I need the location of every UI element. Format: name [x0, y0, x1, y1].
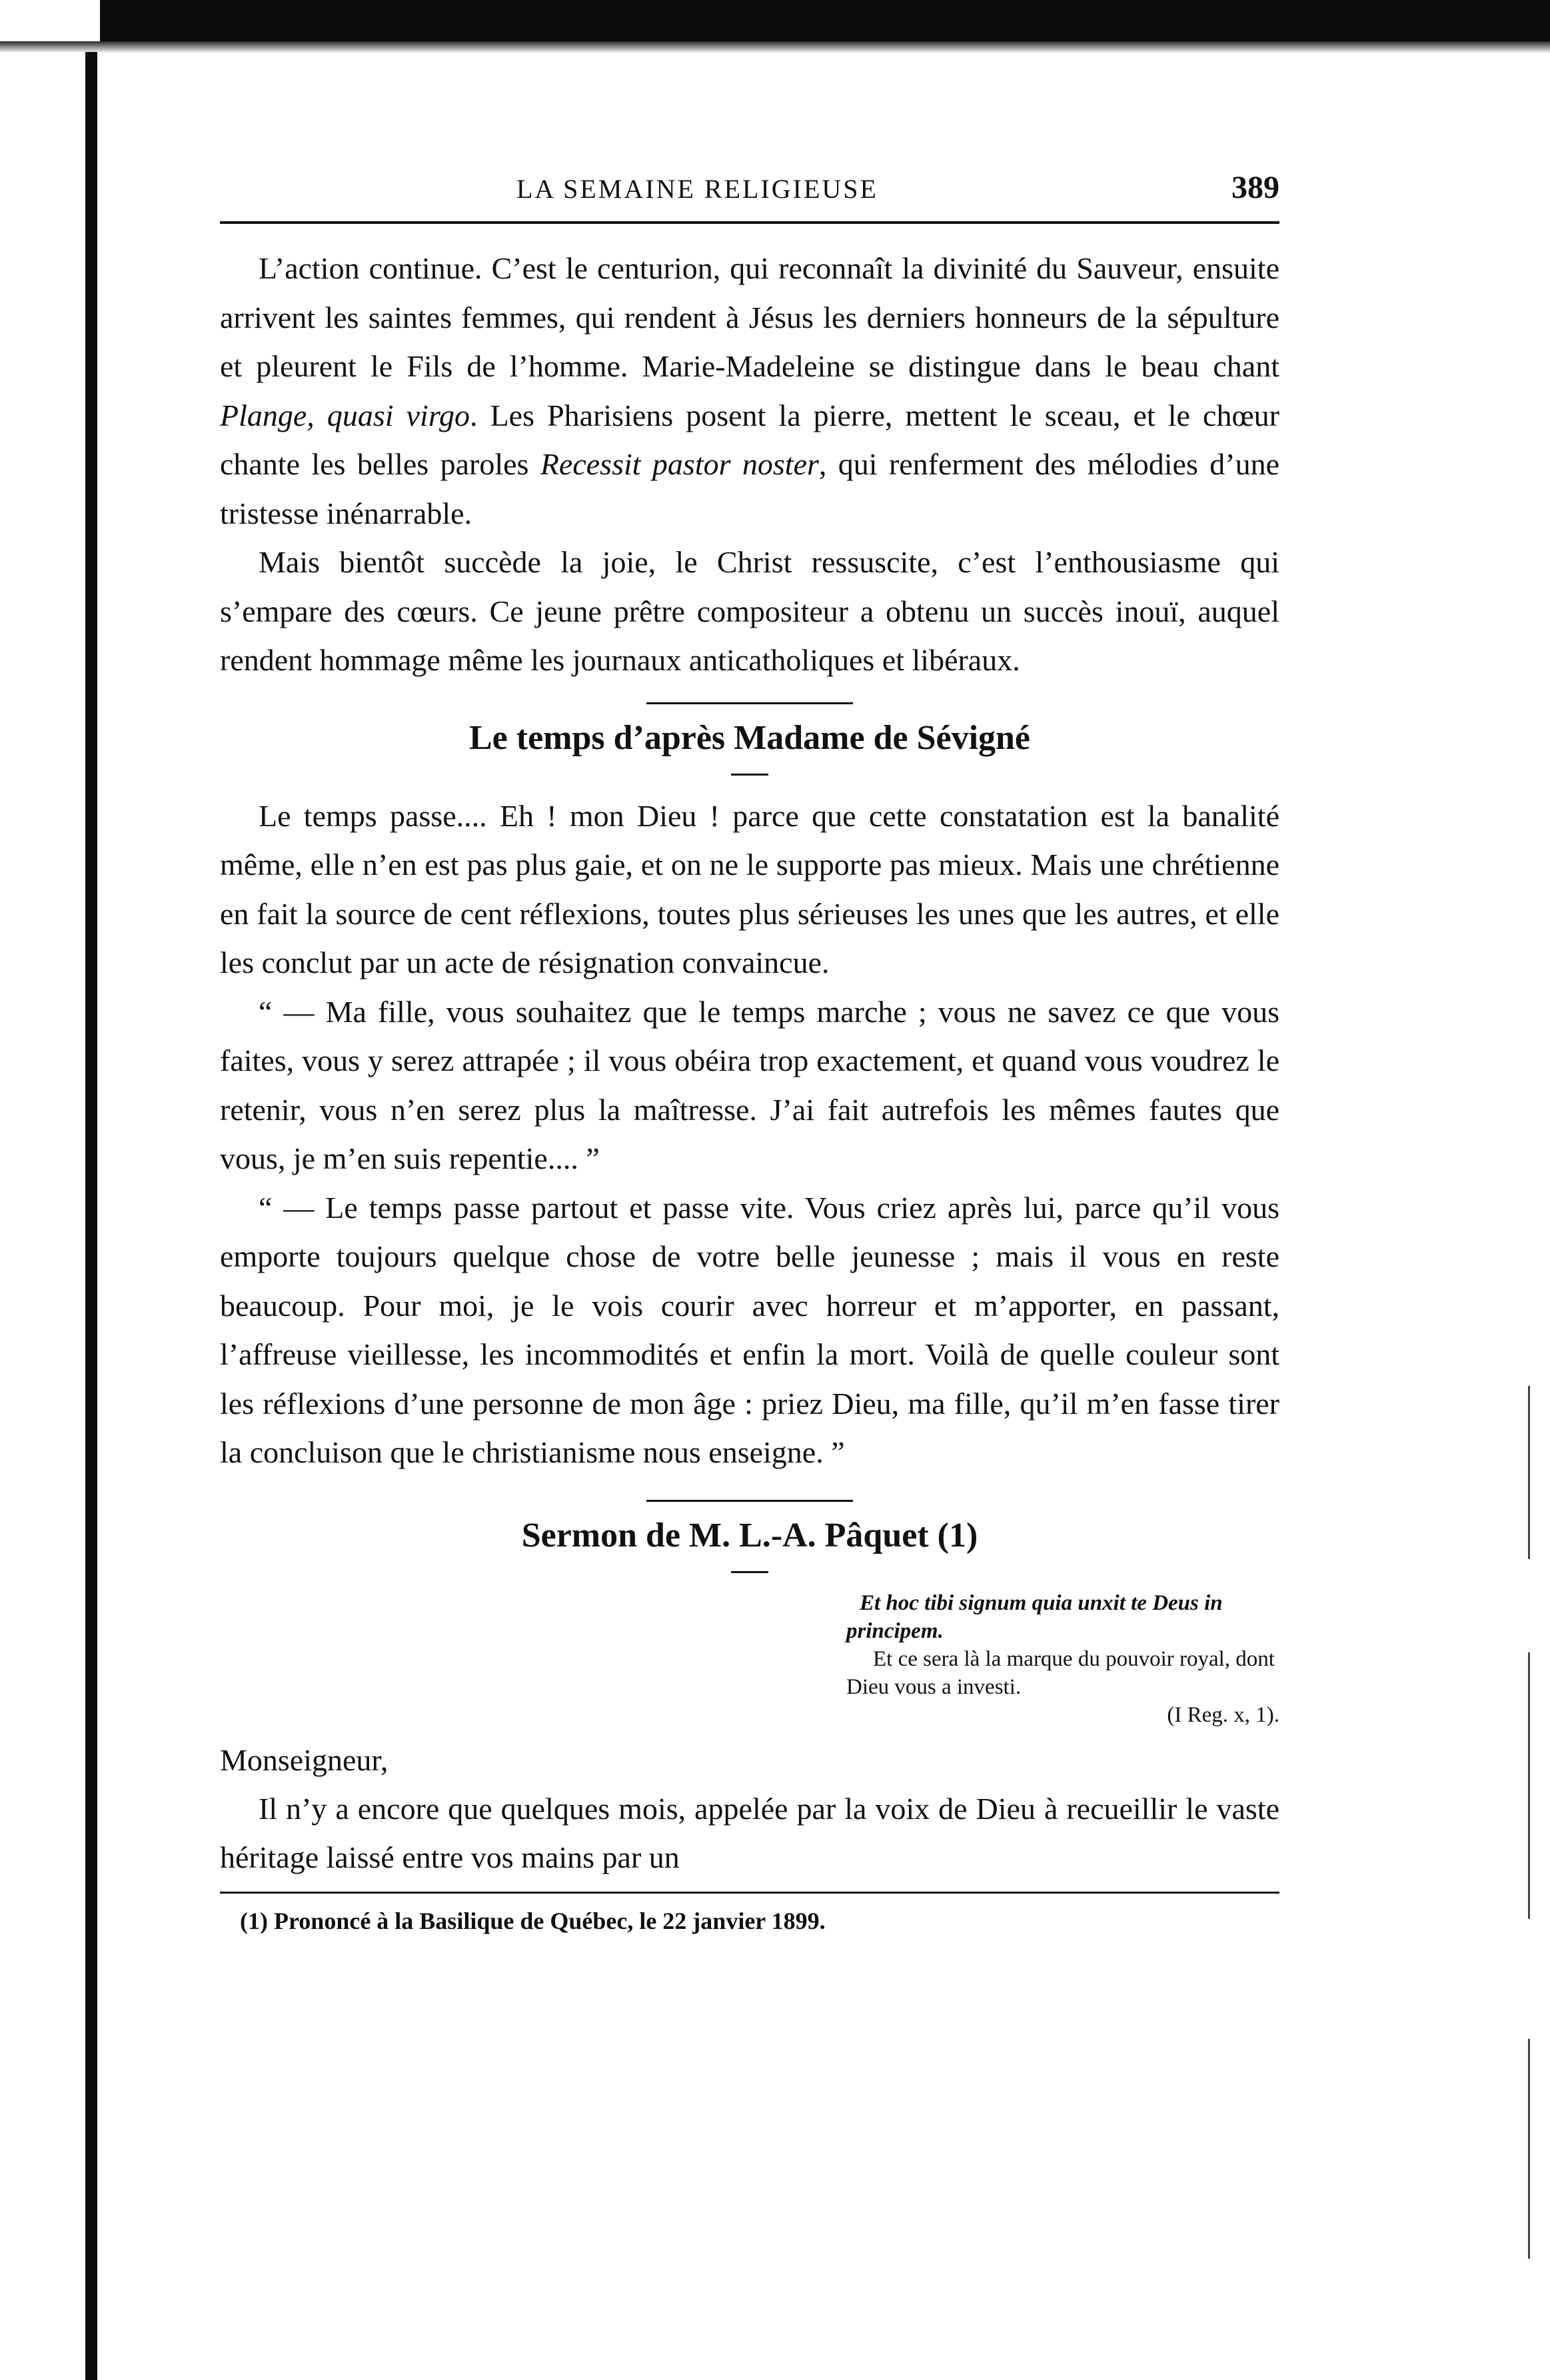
section-title: Sermon de M. L.-A. Pâquet (1)	[521, 1516, 978, 1554]
epigraph-french: Et ce sera là la marque du pouvoir royal, dont Dieu vous a investi.	[846, 1646, 1275, 1699]
scan-speck	[1528, 2039, 1530, 2259]
section-title: Le temps d’après Madame de Sévigné	[468, 718, 1031, 757]
paragraph-text: L’action continue. C’est le centurion, qui reconnaît la divinité du Sauveur, ensuite arrivent les saintes femmes, qui rendent à Jésus les derniers honneurs de la sépulture et pleurent le Fils de l’homme. Marie-Madeleine se distingue dans le beau chant	[220, 251, 1279, 383]
epigraph	[846, 1589, 1279, 1729]
italic-title: Recessit pastor noster	[540, 447, 819, 481]
scan-border-top	[100, 0, 1550, 41]
salutation: Monseigneur,	[220, 1742, 388, 1777]
section-dash	[731, 1571, 768, 1573]
section-rule	[646, 702, 853, 704]
page-number: 389	[1231, 170, 1279, 205]
epigraph-reference: (I Reg. x, 1).	[1167, 1702, 1279, 1727]
paragraph-text: , qui renferment des mélodies d’une tristesse inénarrable.	[220, 447, 1279, 530]
section-dash	[731, 774, 768, 776]
scan-speck	[1528, 1386, 1530, 1559]
paragraph-joy: Mais bientôt succède la joie, le Christ ressuscite, c’est l’enthousiasme qui s’empare des cœurs. Ce jeune prêtre compositeur a obtenu un succès inouï, auquel rendent hommage même les journaux anticatholiques et libéraux.	[220, 545, 1279, 677]
paragraph-quote-1: “ — Ma fille, vous souhaitez que le temps marche ; vous ne savez ce que vous faites, vous y serez attrapée ; il vous obéira trop exactement, et quand vous voudrez le retenir, vous n’en serez plus la maîtresse. J’ai fait autrefois les mêmes fautes que vous, je m’en suis repentie.... ”	[220, 994, 1279, 1175]
footnote-rule	[220, 1892, 1279, 1894]
epigraph-latin: Et hoc tibi signum quia unxit te Deus in principem.	[846, 1590, 1223, 1643]
paragraph-sermon: Il n’y a encore que quelques mois, appelée par la voix de Dieu à recueillir le vaste héritage laissé entre vos mains par un	[220, 1791, 1279, 1874]
paragraph-text: . Les Pharisiens posent la pierre, mettent le sceau, et le chœur chante les belles paroles	[220, 398, 1279, 481]
running-title: LA SEMAINE RELIGIEUSE	[516, 174, 878, 204]
header-rule	[220, 221, 1279, 224]
page-content	[220, 170, 1279, 1935]
running-head	[220, 170, 1279, 220]
paragraph-quote-2: “ — Le temps passe partout et passe vite. Vous criez après lui, parce qu’il vous emporte toujours quelque chose de votre belle jeunesse ; mais il vous en reste beaucoup. Pour moi, je le vois courir avec horreur et m’apporter, en passant, l’affreuse vieillesse, les incommodités et enfin la mort. Voilà de quelle couleur sont les réflexions d’une personne de mon âge : priez Dieu, ma fille, qu’il m’en fasse tirer la concluison que le christianisme nous enseigne. ”	[220, 1190, 1279, 1469]
paragraph-time: Le temps passe.... Eh ! mon Dieu ! parce que cette constatation est la banalité même, elle n’en est pas plus gaie, et on ne le supporte pas mieux. Mais une chrétienne en fait la source de cent réflexions, toutes plus sérieuses les unes que les autres, et elle les conclut par un acte de résignation convaincue.	[220, 798, 1279, 979]
paragraph-action	[220, 244, 1279, 538]
scan-speck	[1528, 1652, 1530, 1919]
footnote: (1) Prononcé à la Basilique de Québec, le 22 janvier 1899.	[240, 1907, 826, 1934]
italic-title: Plange, quasi virgo	[220, 398, 470, 432]
scan-border-shadow	[0, 41, 1550, 53]
section-rule	[646, 1500, 853, 1502]
scan-binding-edge	[85, 52, 97, 2380]
